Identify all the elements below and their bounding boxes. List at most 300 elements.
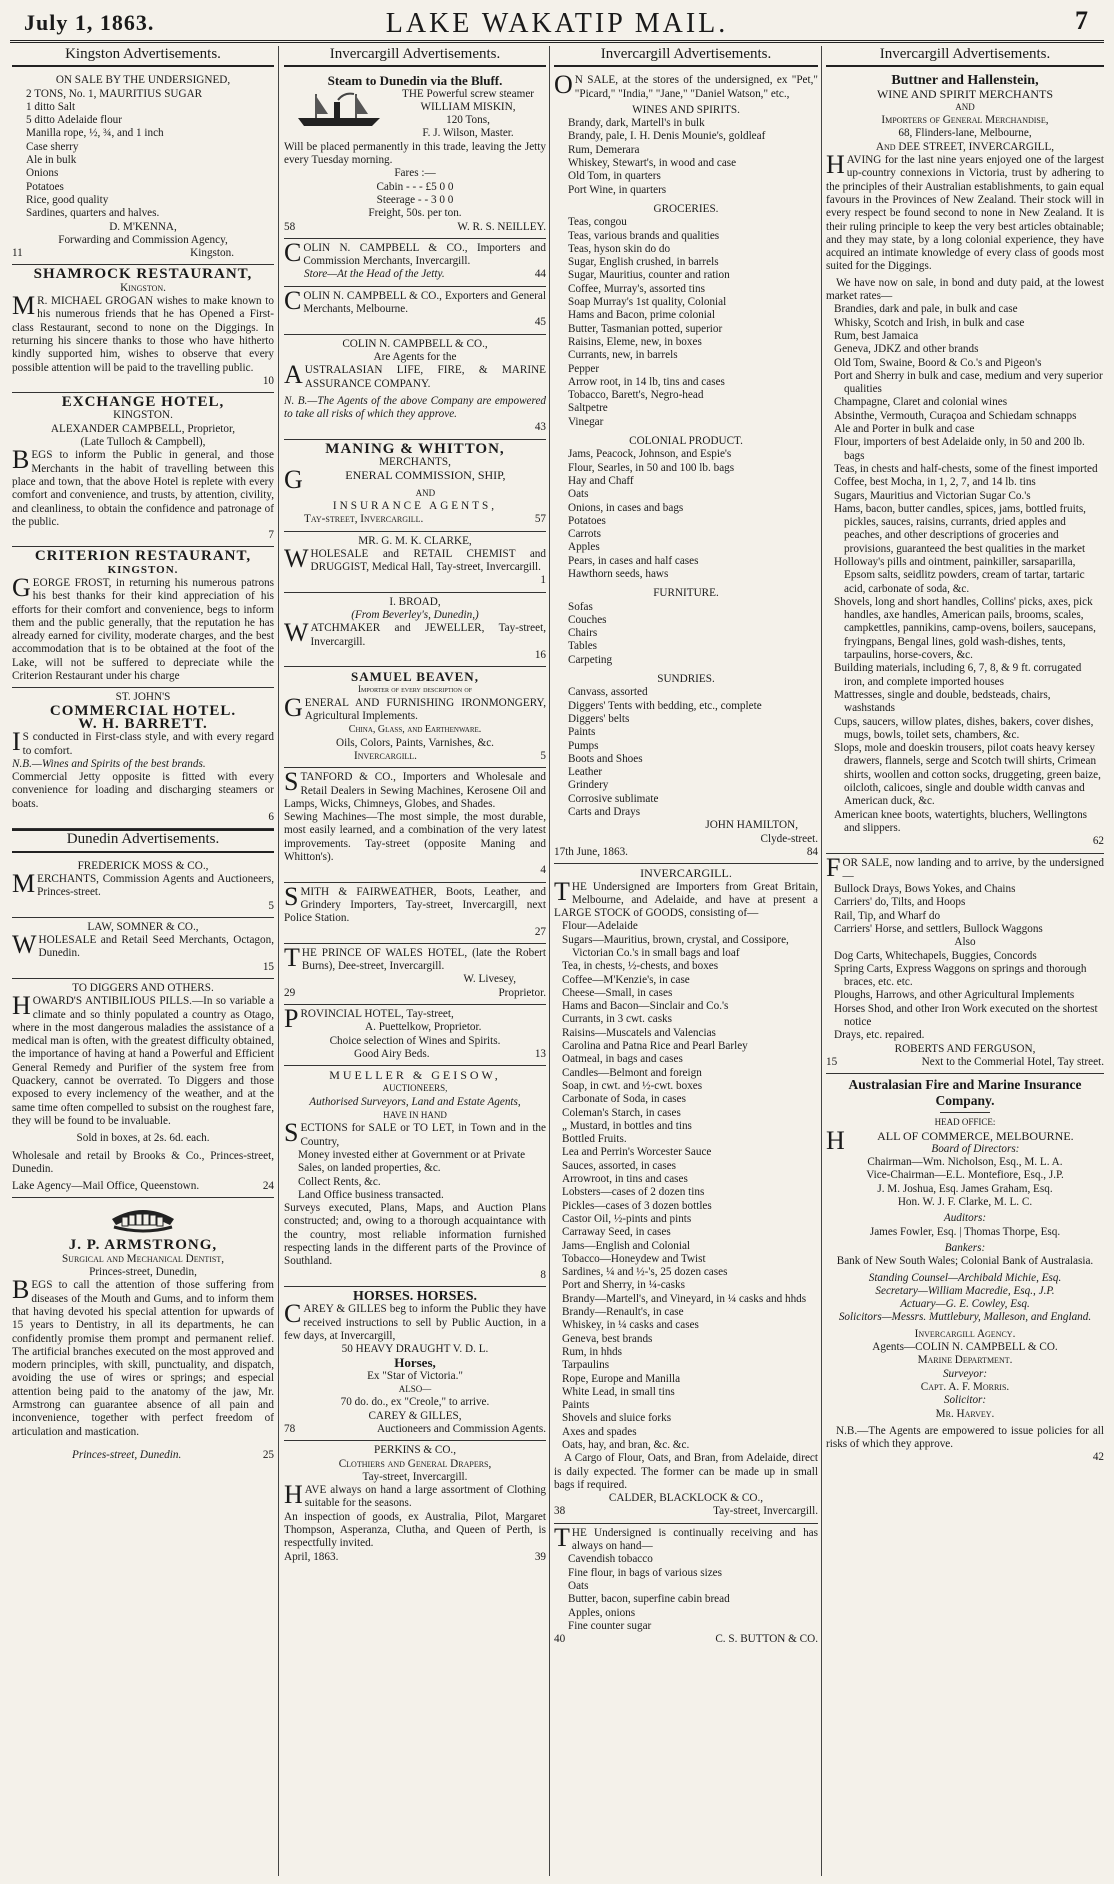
ad-number: 6	[268, 811, 274, 824]
list-item: Carrots	[568, 528, 601, 541]
ad-pretitle: ST. JOHN'S	[115, 691, 171, 704]
advert-broad	[284, 593, 546, 667]
fares-heading: Fares :—	[394, 167, 436, 180]
ad-intro: ON SALE, at the stores of the undersigned, ex "Pet," "Picard," "India," "Jane," "Daniel Watson," etc.,	[554, 70, 818, 100]
ad-body: STANFORD & CO., Importers and Wholesale and Retail Dealers in Sewing Machines, Kerosene Oil and Lamps, Wicks, Chimneys, Globes, and Shades.	[284, 767, 546, 810]
list-item: Pepper	[568, 362, 600, 375]
ad-importers: Importers of General Merchandise,	[881, 114, 1049, 127]
list-item: Tobacco—Honeydew and Twist	[562, 1252, 706, 1265]
list-item: Arrowroot, in tins and cases	[562, 1173, 688, 1186]
list-item: Oatmeal, in bags and cases	[562, 1053, 683, 1066]
list-item: Rice, good quality	[26, 193, 109, 206]
advert-campbell-exporters	[284, 287, 546, 335]
ad-body-2: Commercial Jetty opposite is fitted with every convenience for loading and discharging steamers or boats.	[12, 771, 274, 810]
list-item: Hon. W. J. F. Clarke, M. L. C.	[897, 1196, 1033, 1209]
dentures-icon	[108, 1205, 178, 1235]
ad-number: 62	[1092, 835, 1104, 848]
list-item: Corrosive sublimate	[568, 792, 659, 805]
list-item: Geneva, best brands	[562, 1332, 653, 1345]
ad-body: MERCHANTS, Commission Agents and Auctioneers, Princes-street.	[12, 868, 274, 899]
ad-body: THE Undersigned is continually receiving and has always on hand—	[554, 1522, 818, 1553]
ad-dee: And DEE STREET, INVERCARGILL,	[875, 140, 1055, 153]
ad-price: Sold in boxes, at 2s. 6d. each.	[76, 1132, 210, 1145]
column-rule	[549, 46, 550, 1876]
ad-note: N.B.—Wines and Spirits of the best brands.	[12, 757, 206, 770]
advert-roberts-ferguson	[826, 854, 1104, 1075]
advert-stanford	[284, 768, 546, 882]
auditors: James Fowler, Esq. | Thomas Thorpe, Esq.	[869, 1225, 1061, 1238]
ad-title: Steam to Dunedin via the Bluff.	[327, 73, 503, 89]
list-item: Slops, mole and doeskin trousers, pilot coats heavy kersey drawers, flannels, serge and Scotch twill shirts, Crimean shirts, woollen and cotton socks, druggeting, green baize, oilcloth, calicoes, single and double width canvas and American duck, &c.	[834, 742, 1101, 808]
list-item: Flour—Adelaide	[562, 920, 638, 933]
ad-number: 25	[262, 1448, 274, 1461]
ad-address: Clyde-street.	[760, 832, 818, 845]
advert-calder-blacklock	[554, 864, 818, 1524]
list-item: Oats	[568, 488, 589, 501]
list-item: Whiskey, in ¼ casks and cases	[562, 1319, 699, 1332]
ad-proprietor: A. Puettelkow, Proprietor.	[365, 1021, 482, 1034]
advert-st-johns	[12, 688, 274, 829]
list-item: Flour, importers of best Adelaide only, in 50 and 200 lb. bags	[834, 436, 1085, 462]
ad-name: ROBERTS AND FERGUSON,	[894, 1042, 1036, 1055]
advert-maning-whitton	[284, 440, 546, 532]
ad-title: COMMERCIAL HOTEL.	[49, 702, 237, 719]
list-item: Brandy—Martell's, and Vineyard, in ¼ casks and hhds	[562, 1292, 807, 1305]
list-item: Saltpetre	[568, 402, 608, 415]
ad-and: AND	[415, 487, 436, 498]
ad-body: SMITH & FAIRWEATHER, Boots, Leather, and Grindery Importers, Tay-street, Invercargill, next Police Station.	[284, 881, 546, 925]
list-item: Sugars, Mauritius and Victorian Sugar Co.'s	[834, 489, 1031, 502]
list-item: Jams—English and Colonial	[562, 1239, 691, 1252]
ad-body: Will be placed permanently in this trade, leaving the Jetty every Tuesday morning.	[284, 140, 546, 167]
ad-address: Tay-street, Invercargill.	[304, 513, 424, 526]
advert-mckenna	[12, 71, 274, 265]
list-item: Fine counter sugar	[568, 1619, 652, 1632]
list-item: Secretary—William Macredie, Esq., J.P.	[875, 1284, 1055, 1297]
list-item: Ale and Porter in bulk and case	[834, 423, 975, 436]
ad-body: GENERAL AND FURNISHING IRONMONGERY, Agricultural Implements.	[284, 692, 546, 723]
list-item: Coleman's Starch, in cases	[562, 1106, 681, 1119]
ad-cargo: A Cargo of Flour, Oats, and Bran, from Adelaide, direct is daily expected. The former can be made up in small bags if required.	[554, 1452, 818, 1491]
ad-agency: Lake Agency—Mail Office, Queenstown.	[12, 1180, 200, 1193]
ad-body: HOWARD'S ANTIBILIOUS PILLS.—In so variable a climate and so thinly populated a country as Otago, where in the most dangerous maladies the assistance of a medical man is often, with the greatest difficulty obtained, the importance of having at hand a Powerful and Efficient General Remedy and Purifier of the system free from Quackery, cannot be overrated. To Diggers and those exposed to every inclemency of the weather, and at the same time often compelled to subsist on the roughest fare, they will be found to be invaluable.	[12, 991, 274, 1127]
list-item: Diggers' belts	[568, 712, 630, 725]
list-item: Rum, best Jamaica	[834, 329, 919, 342]
item-list	[554, 448, 818, 581]
ad-number: 57	[534, 513, 546, 526]
list-item: Whiskey, Stewart's, in wood and case	[568, 157, 737, 170]
list-item: Shovels, long and short handles, Collins' picks, axes, pick handles, axe handles, American pails, brooms, scales, campkettles, pannikins, camp-ovens, boilers, saucepans, fryingpans, Bengal lines, gold wash-dishes, tents, tarpaulins, horse-covers, &c.	[834, 595, 1096, 662]
ad-address: Tay-street, Invercargill.	[713, 1505, 818, 1518]
list-item: Soap Murray's 1st quality, Colonial	[568, 296, 727, 309]
ad-oils: Oils, Colors, Paints, Varnishes, &c.	[336, 736, 494, 749]
list-item: Hams, bacon, butter candles, spices, jams, bottled fruits, pickles, sauces, raisins, currants, dried apples and peaches, and other descriptions of groceries and provisions, guaranteed the best qualities in the market	[834, 502, 1086, 555]
ad-number: 1	[540, 574, 546, 587]
fare-freight: Freight, 50s. per ton.	[368, 207, 462, 220]
list-item: Case sherry	[26, 140, 79, 153]
column-2	[284, 46, 546, 1876]
ad-body: PROVINCIAL HOTEL, Tay-street,	[284, 1004, 454, 1033]
list-item: Chairman—Wm. Nicholson, Esq., M. L. A.	[867, 1156, 1063, 1169]
ad-name: C. S. BUTTON & CO.	[715, 1633, 818, 1646]
list-item: Couches	[568, 613, 607, 626]
ad-agent: W. R. S. NEILLEY.	[457, 220, 546, 233]
list-item: Sugar, English crushed, in barrels	[568, 256, 719, 269]
ad-line: Good Airy Beds.	[354, 1047, 430, 1060]
ad-body-2: Sewing Machines—The most simple, the most durable, most easily learned, and a combination of the very latest improvements. Tay-street (opposite Maning and Whitton's).	[284, 811, 546, 864]
ad-number: 78	[284, 1422, 296, 1435]
list-heading: WINES AND SPIRITS.	[632, 103, 740, 116]
bankers-heading: Bankers:	[944, 1241, 986, 1254]
list-item: Carriers' do, Tilts, and Hoops	[834, 896, 966, 909]
list-item: Ploughs, Harrows, and other Agricultural Implements	[834, 989, 1075, 1002]
ad-address: 68, Flinders-lane, Melbourne,	[898, 127, 1032, 140]
ad-proprietor-name: W. Livesey,	[463, 973, 516, 986]
list-item: Teas, in chests and half-chests, some of the finest imported	[834, 462, 1098, 475]
surveyor-heading: Surveyor:	[942, 1367, 988, 1380]
list-item: Butter, bacon, superfine cabin bread	[568, 1593, 730, 1606]
item-list	[554, 1553, 818, 1633]
ad-heading: TO DIGGERS AND OTHERS.	[72, 982, 214, 994]
ad-intro: We have now on sale, in bond and duty paid, at the lowest market rates—	[826, 276, 1104, 303]
ad-proprietor: ALEXANDER CAMPBELL, Proprietor,	[50, 422, 236, 435]
list-item: Brandy, pale, I. H. Denis Mounie's, goldleaf	[568, 130, 766, 143]
ad-number: 7	[268, 529, 274, 542]
list-item: Potatoes	[26, 180, 64, 193]
officers-list	[826, 1272, 1104, 1325]
advert-provincial-hotel	[284, 1005, 546, 1066]
ad-name: SAMUEL BEAVEN,	[351, 669, 479, 685]
ad-date: April, 1863.	[284, 1550, 339, 1563]
masthead	[10, 4, 1104, 43]
list-item: Soap, in cwt. and ½-cwt. boxes	[562, 1079, 703, 1092]
list-item: Onions, in cases and bags	[568, 501, 684, 514]
divider	[940, 1112, 990, 1113]
list-item: Sugars—Mauritius, brown, crystal, and Cossipore, Victorian Co.'s in small bags and loaf	[562, 933, 789, 959]
list-item: Holloway's pills and ointment, painkiller, sarsaparilla, Epsom salts, seidlitz powders, cream of tartar, tartaric acid, carbonate of soda, &c.	[834, 555, 1085, 595]
list-item: Bottled Fruits.	[562, 1133, 627, 1146]
list-item: Actuary—G. E. Cowley, Esq.	[900, 1298, 1030, 1311]
section-header: Kingston Advertisements.	[12, 46, 274, 67]
ad-place: Invercargill.	[354, 749, 417, 762]
list-item: Rum, in hhds	[562, 1345, 622, 1358]
ad-title: SHAMROCK RESTAURANT,	[33, 266, 253, 283]
advert-prince-of-wales	[284, 944, 546, 1005]
list-item: White Lead, in small tins	[562, 1385, 675, 1398]
list-item: Chairs	[568, 627, 598, 640]
advert-hamilton	[554, 71, 818, 864]
ad-body: GEORGE FROST, in returning his numerous patrons his best thanks for their kind appreciation of his efforts for their comfort and convenience, begs to inform them and the public generally, that the reputation he has already earned for civility, moderate charges, and the best accommodation that is to be obtained at the foot of the Lake, will not be suffered to depreciate while the Criterion Restaurant under his charge	[12, 572, 274, 683]
list-item: Cups, saucers, willow plates, dishes, bakers, cover dishes, mugs, bowls, toilet sets, chambers, &c.	[834, 715, 1094, 741]
list-item: Currants, new, in barrels	[568, 349, 678, 362]
ad-body: WATCHMAKER and JEWELLER, Tay-street, Invercargill.	[284, 618, 546, 648]
section-header: Invercargill Advertisements.	[554, 46, 818, 67]
ad-title: MUELLER & GEISOW,	[329, 1068, 501, 1083]
page-number: 7	[1075, 6, 1088, 35]
ad-address: Tay-street, Invercargill.	[362, 1470, 468, 1483]
list-item: J. M. Joshua, Esq. James Graham, Esq.	[877, 1182, 1053, 1195]
ad-number: 15	[262, 960, 274, 973]
ad-body: COLIN N. CAMPBELL & CO., Importers and Commission Merchants, Invercargill.	[284, 237, 546, 268]
ad-name: J. P. ARMSTRONG,	[68, 1237, 218, 1254]
ship-tons: 120 Tons,	[446, 114, 490, 127]
ad-name: JOHN HAMILTON,	[705, 819, 798, 832]
ad-number: 45	[534, 316, 546, 329]
list-item: Hams and Bacon, prime colonial	[568, 309, 715, 322]
ad-number: 43	[534, 421, 546, 434]
advert-shamrock	[12, 265, 274, 393]
ad-do: 70 do. do., ex "Creole," to arrive.	[340, 1396, 490, 1409]
ad-title: Australasian Fire and Marine Insurance Company.	[848, 1077, 1082, 1109]
list-item: Carts and Drays	[568, 806, 641, 819]
ad-body: HAVING for the last nine years enjoyed one of the largest up-country connexions in Victoria, trust by adhering to the principles of their Australian establishments, to gain equal favours in the Provinces of New Zealand. Their stock will in every respect be found second to none in New Zealand. It is their ruling principle to keep the very best articles obtainable; and they may state, by a long colonial experience, they have acquired an intimate knowledge of every class of goods most suited for the Diggings.	[826, 150, 1104, 273]
board-heading: Board of Directors:	[931, 1142, 1020, 1155]
ad-name: I. BROAD,	[389, 595, 441, 608]
ad-heading: INVERCARGILL.	[640, 866, 732, 881]
ad-title: CRITERION RESTAURANT,	[34, 548, 252, 565]
list-item: Paints	[562, 1399, 590, 1412]
list-item: Castor Oil, ½-pints and pints	[562, 1212, 692, 1225]
list-item: Lobsters—cases of 2 dozen tins	[562, 1186, 705, 1199]
list-item: Sardines, ¼ and ½-'s, 25 dozen cases	[562, 1266, 728, 1279]
ad-signature: D. M'KENNA,	[109, 220, 177, 233]
list-item: Carolina and Patna Rice and Pearl Barley	[562, 1040, 748, 1053]
ad-also: ALSO—	[398, 1384, 432, 1395]
list-item: Shovels and sluice forks	[562, 1412, 672, 1425]
agency-heading: Invercargill Agency.	[914, 1327, 1016, 1340]
list-item: Vice-Chairman—E.L. Montefiore, Esq., J.P.	[866, 1169, 1064, 1182]
ad-horses: Horses,	[394, 1355, 436, 1371]
ad-title: Buttner and Hallenstein,	[891, 73, 1039, 89]
ad-role: Clothiers and General Drapers,	[338, 1457, 492, 1470]
ad-body: IS conducted in First-class style, and with every regard to comfort.	[12, 727, 274, 757]
newspaper-title: LAKE WAKATIP MAIL.	[385, 8, 729, 39]
list-item: Onions	[26, 167, 59, 180]
advert-horses	[284, 1287, 546, 1441]
list-item: American knee boots, watertights, bluchers, Wellingtons and slippers.	[834, 808, 1088, 834]
ad-title: MANING & WHITTON,	[325, 440, 505, 457]
ad-subtitle: MERCHANTS,	[379, 456, 451, 469]
list-item: Hawthorn seeds, haws	[568, 567, 669, 580]
list-item: Flour, Searles, in 50 and 100 lb. bags	[568, 461, 735, 474]
ad-number: 16	[534, 648, 546, 661]
list-item: Spring Carts, Express Waggons on springs and thorough braces, etc. etc.	[834, 962, 1087, 989]
list-item: Sauces, assorted, in cases	[562, 1159, 677, 1172]
steamship-icon	[294, 90, 384, 130]
ad-title: EXCHANGE HOTEL,	[61, 394, 225, 411]
list-heading: GROCERIES.	[653, 202, 719, 215]
list-item: Apples, onions	[568, 1606, 636, 1619]
ad-date: 17th June, 1863.	[554, 845, 628, 858]
ad-number: 58	[284, 220, 296, 233]
ad-body: THE PRINCE OF WALES HOTEL, (late the Robert Burns), Dee-street, Invercargill.	[284, 942, 546, 973]
item-list	[554, 920, 818, 1452]
ad-number: 38	[554, 1505, 566, 1518]
list-item: Raisins—Muscatels and Valencias	[562, 1026, 716, 1039]
ad-number: 4	[540, 864, 546, 877]
ad-number: 40	[554, 1633, 566, 1646]
list-item: Carraway Seed, in cases	[562, 1226, 671, 1239]
ad-role: Authorised Surveyors, Land and Estate Agents,	[309, 1095, 521, 1108]
ad-body-2: Surveys executed, Plans, Maps, and Auction Plans constructed; and, owing to a thorough acquaintance with the country, most reliable information furnished respecting lands in the different parts of the Province of Southland.	[284, 1202, 546, 1268]
list-item: Champagne, Claret and colonial wines	[834, 396, 1008, 409]
advert-exchange-hotel	[12, 393, 274, 547]
list-item: Manilla rope, ½, ¾, and 1 inch	[26, 127, 164, 140]
ad-name: CALDER, BLACKLOCK & CO.,	[608, 1492, 764, 1505]
advert-law-somner	[12, 918, 274, 979]
list-item: Grindery	[568, 779, 609, 792]
advert-buttner-hallenstein	[826, 71, 1104, 853]
list-item: Tarpaulins	[562, 1359, 610, 1372]
list-item: Mattresses, single and double, bedsteads, chairs, washstands	[834, 688, 1051, 715]
ad-have: HAVE IN HAND	[383, 1110, 447, 1121]
ad-body: AUSTRALASIAN LIFE, FIRE, & MARINE ASSURANCE COMPANY.	[284, 360, 546, 390]
ad-name: W. H. BARRETT.	[78, 715, 208, 732]
ad-number: 29	[284, 986, 296, 999]
list-item: Boots and Shoes	[568, 752, 643, 765]
ad-intro: THE Powerful screw steamer	[401, 87, 535, 100]
list-item: Brandy—Renault's, in case	[562, 1306, 684, 1319]
item-list	[826, 303, 1104, 835]
list-heading: FURNITURE.	[653, 587, 719, 600]
ad-body: GENERAL COMMISSION, SHIP,	[284, 465, 506, 495]
fare-cabin: Cabin - - - £5 0 0	[376, 180, 454, 193]
ad-line: Choice selection of Wines and Spirits.	[329, 1034, 501, 1047]
list-item: Arrow root, in 14 lb, tins and cases	[568, 375, 725, 388]
column-rule	[278, 46, 279, 1876]
ad-body: MR. MICHAEL GROGAN wishes to make known to his numerous friends that he has Opened a First-class Restaurant, second to none on the Diggings. In returning his sincere thanks to those who have hitherto kindly supported him, wishes to observe that every possible attention will be paid to the travelling public.	[12, 291, 274, 374]
list-item: Collect Rents, &c.	[298, 1175, 381, 1188]
list-item: Currants, in 3 cwt. casks	[562, 1013, 672, 1026]
ad-place: Princes-street, Dunedin,	[89, 1266, 197, 1279]
ad-heading: ON SALE BY THE UNDERSIGNED,	[55, 74, 231, 87]
list-item: Leather	[568, 766, 603, 779]
ad-number: 5	[540, 749, 546, 762]
ad-number: 10	[262, 374, 274, 387]
ad-subtitle: Kingston.	[120, 281, 166, 294]
ad-name: FREDERICK MOSS & CO.,	[77, 859, 209, 872]
head-office-label: HEAD OFFICE:	[934, 1117, 996, 1128]
list-item: Raisins, Eleme, new, in boxes	[568, 335, 702, 348]
ad-note: N.B.—The Agents are empowered to issue policies for all risks of which they approve.	[826, 1424, 1104, 1451]
ad-china: China, Glass, and Earthenware.	[348, 724, 482, 736]
ad-insurance: INSURANCE AGENTS,	[332, 499, 498, 512]
list-item: Fine flour, in bags of various sizes	[568, 1566, 722, 1579]
list-item: Pears, in cases and half cases	[568, 554, 699, 567]
ad-importer: Importer of every description of	[358, 684, 472, 695]
list-item: Horses Shod, and other Iron Work executed on the shortest notice	[834, 1002, 1098, 1029]
advert-fire-marine-insurance	[826, 1074, 1104, 1468]
ship-master: F. J. Wilson, Master.	[422, 127, 514, 140]
item-list	[554, 686, 818, 819]
advert-perkins	[284, 1441, 546, 1568]
surveyor: Capt. A. F. Morris.	[920, 1380, 1010, 1393]
ad-number: 8	[540, 1268, 546, 1281]
ad-body: SECTIONS for SALE or TO LET, in Town and in the Country,	[284, 1118, 546, 1148]
list-item: Building materials, including 6, 7, 8, & 9 ft. corrugated iron, and complete imported houses	[834, 662, 1082, 688]
marine-heading: Marine Department.	[917, 1354, 1013, 1367]
ad-body: THE Undersigned are Importers from Great Britain, Melbourne, and Adelaide, and have at present a LARGE STOCK of GOODS, consisting of—	[554, 876, 818, 920]
ad-body: FOR SALE, now landing and to arrive, by the undersigned—	[826, 852, 1104, 882]
list-item: Pumps	[568, 739, 599, 752]
ad-number: 39	[534, 1550, 546, 1563]
ad-body: BEGS to call the attention of those suffering from diseases of the Mouth and Gums, and to inform them that having devoted his special attention for upwards of 15 years to Dentistry, in all its departments, he can confidently promise them prompt and permanent relief. The artificial branches executed on the most approved and modern principles, with skill, punctuality, and dispatch, avoiding the use of wires or springs; and especial attention being paid to the anatomy of the jaw, Mr. Armstrong can guarantee absence of all pain and inconvenience, together with perfect freedom of articulation and mastication.	[12, 1275, 274, 1438]
list-item: Pickles—cases of 3 dozen bottles	[562, 1199, 712, 1212]
ad-name: LAW, SOMNER & CO.,	[87, 920, 199, 933]
ad-title: HORSES. HORSES.	[352, 1288, 478, 1304]
list-item: 1 ditto Salt	[26, 100, 76, 113]
column-3	[554, 46, 818, 1876]
ad-body: WHOLESALE and RETAIL CHEMIST and DRUGGIST, Medical Hall, Tay-street, Invercargill.	[284, 543, 546, 574]
list-item: Old Tom, Swaine, Boord & Co.'s and Pigeon's	[834, 356, 1042, 369]
list-item: Vinegar	[568, 415, 604, 428]
list-item: Carbonate of Soda, in cases	[562, 1093, 686, 1106]
list-item: Sugar, Mauritius, counter and ration	[568, 269, 730, 282]
list-item: Money invested either at Government or at Private Sales, on landed properties, &c.	[298, 1148, 526, 1175]
advert-mueller-geisow	[284, 1066, 546, 1287]
ad-body: COLIN N. CAMPBELL & CO., Exporters and General Merchants, Melbourne.	[284, 285, 546, 316]
advert-campbell-assurance	[284, 335, 546, 440]
ad-role: Forwarding and Commission Agency,	[58, 233, 228, 246]
list-item: Teas, various brands and qualities	[568, 229, 720, 242]
list-item: Port and Sherry, in ¼-casks	[562, 1279, 685, 1292]
list-item: Hams and Bacon—Sinclair and Co.'s	[562, 1000, 729, 1013]
ad-agents: Are Agents for the	[373, 350, 457, 363]
list-item: Absinthe, Vermouth, Curaçoa and Schiedam schnapps	[834, 409, 1077, 422]
ad-late: (Late Tulloch & Campbell),	[80, 436, 206, 449]
ad-number: 11	[12, 247, 23, 260]
list-item: Bullock Drays, Bows Yokes, and Chains	[834, 883, 1016, 896]
list-item: Potatoes	[568, 514, 606, 527]
ad-note: N. B.—The Agents of the above Company are empowered to take all risks of which they approve.	[284, 394, 546, 421]
list-item: Whisky, Scotch and Irish, in bulk and case	[834, 316, 1025, 329]
list-item: „ Mustard, in bottles and tins	[562, 1119, 692, 1132]
list-heading: COLONIAL PRODUCT.	[629, 435, 743, 448]
list-item: Rope, Europe and Manilla	[562, 1372, 681, 1385]
item-list	[554, 117, 818, 197]
ad-subtitle: KINGSTON.	[107, 563, 179, 576]
column-1	[12, 46, 274, 1876]
ad-subtitle: WINE AND SPIRIT MERCHANTS	[876, 86, 1054, 101]
advert-armstrong	[12, 1198, 274, 1466]
advert-clarke	[284, 532, 546, 593]
advert-beaven	[284, 667, 546, 768]
list-item: Carriers' Horse, and settlers, Bullock Waggons	[834, 923, 1043, 935]
section-header: Invercargill Advertisements.	[284, 46, 546, 67]
item-list	[826, 950, 1104, 1043]
list-item: Drays, etc. repaired.	[834, 1029, 925, 1042]
ad-role: Surgical and Mechanical Dentist,	[61, 1252, 225, 1265]
bankers: Bank of New South Wales; Colonial Bank of Australasia.	[836, 1255, 1094, 1268]
list-item: Rail, Tip, and Wharf do	[834, 909, 941, 922]
list-item: Coffee—M'Kenzie's, in case	[562, 973, 690, 986]
list-item: Axes and spades	[562, 1425, 637, 1438]
column-rule	[821, 46, 822, 1876]
ad-number: 84	[806, 845, 818, 858]
list-item: Lea and Perrin's Worcester Sauce	[562, 1146, 712, 1159]
section-header: Invercargill Advertisements.	[826, 46, 1104, 67]
list-heading: SUNDRIES.	[657, 673, 715, 686]
list-item: Jams, Peacock, Johnson, and Espie's	[568, 448, 732, 461]
item-list	[554, 216, 818, 429]
list-item: Oats, hay, and bran, &c. &c.	[562, 1438, 690, 1451]
list-item: 2 TONS, No. 1, MAURITIUS SUGAR	[26, 87, 203, 100]
issue-date: July 1, 1863.	[24, 10, 155, 35]
advert-steam-dunedin	[284, 71, 546, 239]
list-item: Standing Counsel—Archibald Michie, Esq.	[868, 1271, 1062, 1284]
item-list	[554, 601, 818, 667]
ad-body: CAREY & GILLES beg to inform the Public they have received instructions to sell by Public Auction, in a few days, at Invercargill,	[284, 1299, 546, 1342]
